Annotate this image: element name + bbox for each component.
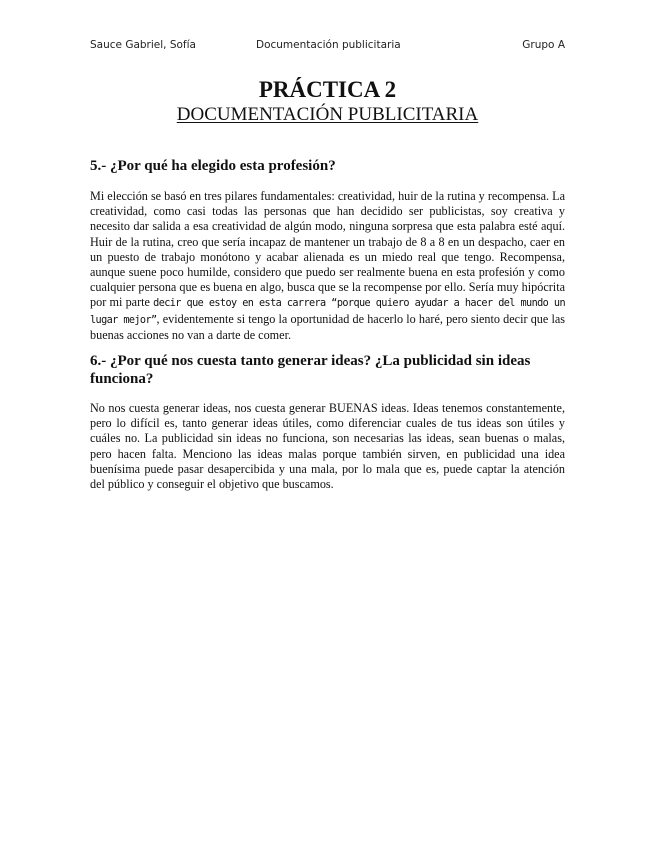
section-heading-5: 5.- ¿Por qué ha elegido esta profesión? (90, 158, 336, 174)
paragraph-5-text-end: , evidentemente si tengo la oportunidad de hacerlo lo haré, pero siento decir que las buenas acciones no van a darte de comer. (90, 311, 565, 342)
paragraph-5-text: Mi elección se basó en tres pilares fundamentales: creatividad, huir de la rutina y recompensa. La creatividad, como casi todas las personas que han decidido ser publicistas, soy creativa y necesito dar salida a esa creatividad de algún modo, ninguna sorpresa que esta palabra esté aquí. Huir de la rutina, creo que sería incapaz de mantener un trabajo de 8 a 8 en un despacho, caer en un puesto de trabajo monótono y acabar alienada es un miedo real que tengo. Recompensa, aunque suene poco humilde, considero que puedo ser realmente buena en esta profesión y como cualquier persona que es buena en algo, busca que se la recompense por ello. Sería muy hipócrita por mi parte (90, 189, 565, 310)
page-title: PRÁCTICA 2 (258, 77, 397, 102)
paragraph-5-quote: decir que estoy en esta carrera “porque quiero ayudar a hacer del mundo un lugar mejor” (90, 298, 565, 326)
section-paragraph-6: No nos cuesta generar ideas, nos cuesta generar BUENAS ideas. Ideas tenemos constantemente, pero lo difícil es, tanto generar ideas útiles, como diferenciar cuales de tus ideas son útiles y cuáles no. La publicidad sin ideas no funciona, son necesarias las ideas, sean buenas o malas, pero hacen falta. Menciono las ideas malas porque también sirven, en publicidad una idea buenísima puede pasar desapercibida y una mala, por lo mala que es, puede captar la atención del público y conseguir el objetivo que buscamos. (90, 401, 565, 492)
header-author: Sauce Gabriel, Sofía (90, 39, 196, 51)
page-subtitle: DOCUMENTACIÓN PUBLICITARIA (176, 104, 479, 125)
header-group: Grupo A (522, 39, 565, 51)
page-subtitle-wrapper (0, 104, 655, 126)
header-document-title: Documentación publicitaria (256, 39, 401, 51)
running-header (90, 39, 565, 55)
section-paragraph-5 (90, 189, 565, 343)
section-heading-6: 6.- ¿Por qué nos cuesta tanto generar ideas? ¿La publicidad sin ideas funciona? (90, 353, 531, 387)
